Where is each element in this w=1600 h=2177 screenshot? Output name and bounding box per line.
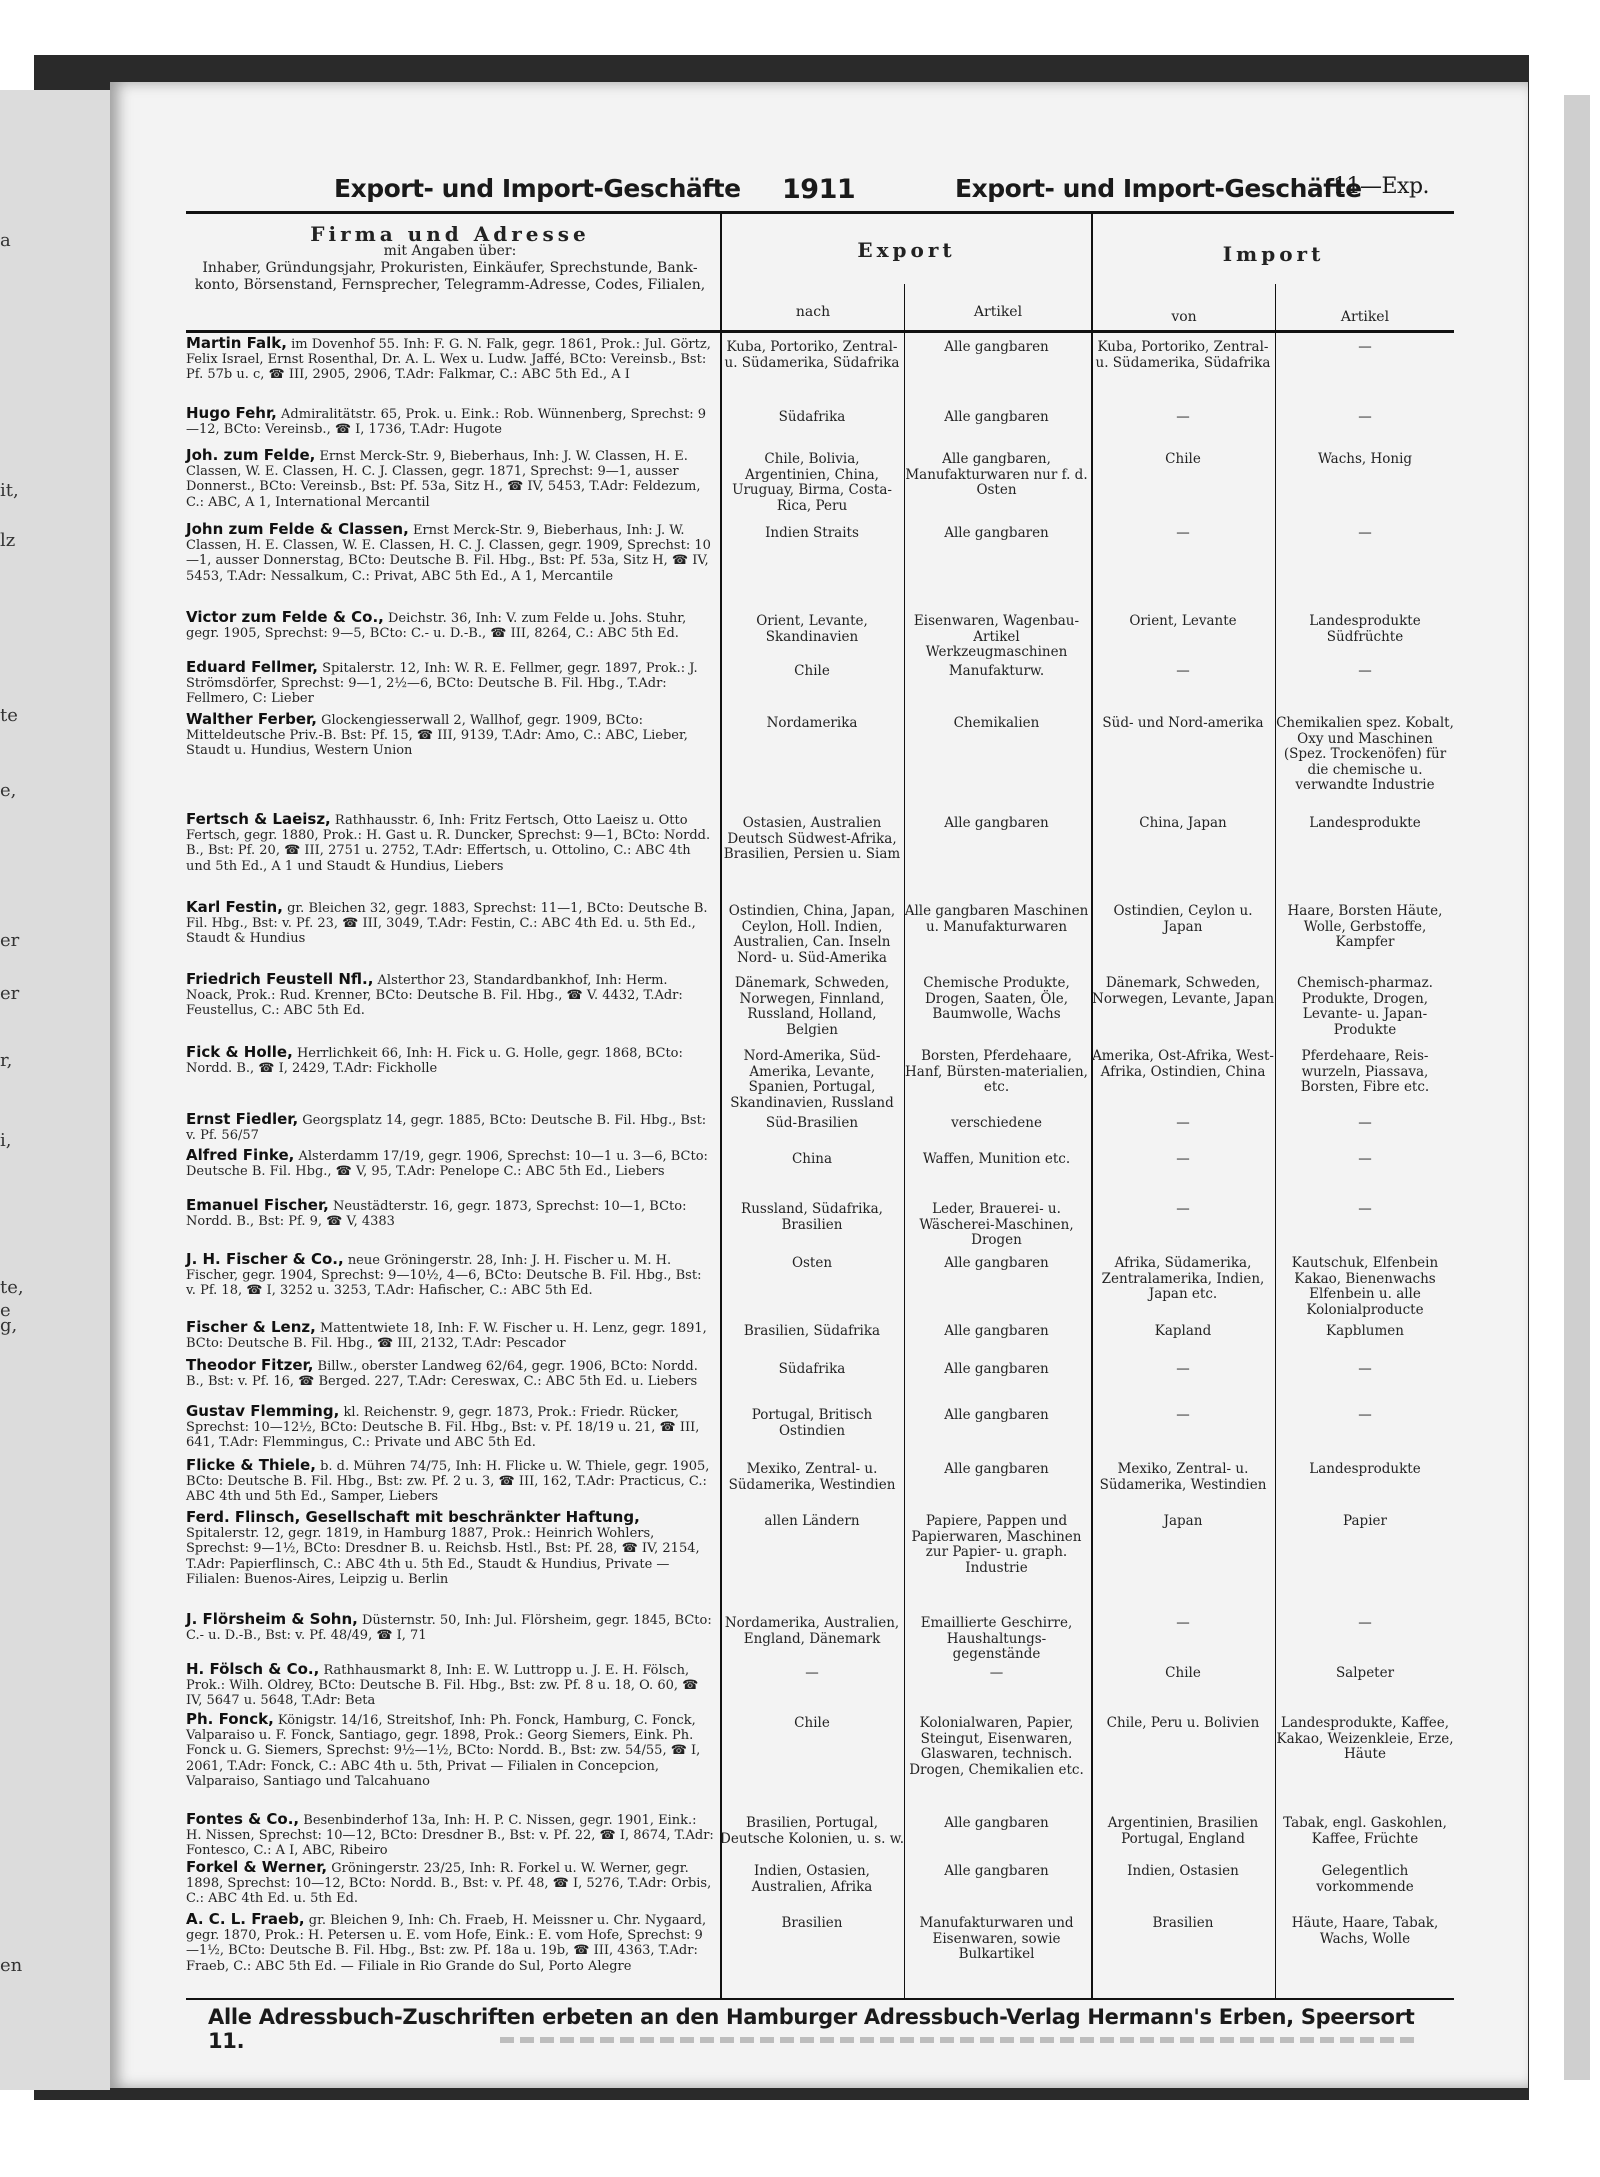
firm-entry	[186, 1320, 714, 1351]
import-origin: —	[1176, 1115, 1190, 1131]
export-articles: Alle gangbaren	[944, 1255, 1049, 1271]
export-articles: Alle gangbaren Maschinen u. Manufakturwaren	[904, 903, 1089, 935]
import-origin: —	[1176, 525, 1190, 541]
export-destination: Nordamerika, Australien, England, Dänemark	[724, 1615, 900, 1647]
prev-page-text: te,	[0, 1277, 24, 1298]
firm-name: Fontes & Co.,	[186, 1810, 300, 1828]
import-articles: Chemikalien spez. Kobalt, Oxy und Maschinen (Spez. Trockenöfen) für die chemische u. verwandte Industrie	[1276, 715, 1454, 793]
firm-details: Rathhausstr. 6, Inh: Fritz Fertsch, Otto Laeisz u. Otto Fertsch, gegr. 1880, Prok.: H. Gast u. R. Duncker, Sprechst: 9—1, BCto: Nordd. B., Bst: Pf. 20, ☎ III, 2751 u. 2752, T.Adr: Effertsch, u. Ottolino, C.: ABC 4th und 5th Ed., A 1 und Staudt & Hundius, Liebers	[186, 813, 711, 874]
import-articles: Kapblumen	[1326, 1323, 1404, 1339]
export-destination: Russland, Südafrika, Brasilien	[741, 1201, 883, 1233]
export-destination: Chile	[794, 1715, 830, 1731]
export-articles: Manufakturwaren und Eisenwaren, sowie Bulkartikel	[919, 1915, 1074, 1962]
firm-name: Ferd. Flinsch, Gesellschaft mit beschränkter Haftung,	[186, 1508, 640, 1526]
prev-page-text: i,	[0, 1130, 12, 1151]
export-destination: Südafrika	[778, 1361, 846, 1377]
export-destination: Chile, Bolivia, Argentinien, China, Uruguay, Birma, Costa-Rica, Peru	[732, 451, 892, 514]
export-articles: Kolonialwaren, Papier, Steingut, Eisenwaren, Glaswaren, technisch. Drogen, Chemikalien etc.	[909, 1715, 1084, 1778]
import-origin: Argentinien, Brasilien Portugal, England	[1107, 1815, 1259, 1847]
export-articles: Alle gangbaren	[944, 1361, 1049, 1377]
firm-name: Fischer & Lenz,	[186, 1318, 316, 1336]
firm-name: Ph. Fonck,	[186, 1710, 274, 1728]
import-origin: Kapland	[1154, 1323, 1212, 1339]
import-origin: —	[1176, 663, 1190, 679]
header-bottom-rule	[186, 330, 1454, 333]
import-articles: Häute, Haare, Tabak, Wachs, Wolle	[1291, 1915, 1439, 1947]
export-destination: Indien Straits	[765, 525, 859, 541]
import-articles: Landesprodukte Südfrüchte	[1309, 613, 1421, 645]
firm-name: Forkel & Werner,	[186, 1858, 328, 1876]
firm-name: Alfred Finke,	[186, 1146, 295, 1164]
prev-page-text: er	[0, 930, 20, 951]
export-column-title: Export	[857, 238, 956, 262]
firm-entry	[186, 972, 714, 1019]
export-destination: China	[791, 1151, 833, 1167]
firm-details: kl. Reichenstr. 9, gegr. 1873, Prok.: Friedr. Rücker, Sprechst: 10—12½, BCto: Deutsche B. Fil. Hbg., Bst: v. Pf. 18/19 u. 21, ☎ III, 641, T.Adr: Flemmingus, C.: Private und ABC 5th Ed.	[186, 1405, 700, 1451]
firm-details: Admiralitätstr. 65, Prok. u. Eink.: Rob. Wünnenberg, Sprechst: 9—12, BCto: Vereinsb., ☎ I, 1736, T.Adr: Hugote	[186, 407, 707, 438]
firm-name: Ernst Fiedler,	[186, 1110, 299, 1128]
import-articles: Pferdehaare, Reis-wurzeln, Piassava, Borsten, Fibre etc.	[1300, 1048, 1430, 1095]
page-reference: 11—Exp.	[1333, 174, 1430, 199]
firm-entry	[186, 812, 714, 874]
import-articles: —	[1358, 339, 1372, 355]
import-origin: Orient, Levante	[1129, 613, 1237, 629]
export-destination: Osten	[791, 1255, 833, 1271]
firm-details: Mattentwiete 18, Inh: F. W. Fischer u. H. Lenz, gegr. 1891, BCto: Deutsche B. Fil. Hbg., ☎ III, 2132, T.Adr: Pescador	[186, 1321, 707, 1352]
export-destination: Nordamerika	[766, 715, 858, 731]
export-articles: Alle gangbaren	[944, 1461, 1049, 1477]
firm-column-subtitle: konto, Börsenstand, Fernsprecher, Telegramm-Adresse, Codes, Filialen,	[194, 277, 706, 293]
export-articles: Alle gangbaren, Manufakturwaren nur f. d. Osten	[905, 451, 1088, 498]
firm-name: Fertsch & Laeisz,	[186, 810, 331, 828]
import-articles: Landesprodukte, Kaffee, Kakao, Weizenkleie, Erze, Häute	[1276, 1715, 1454, 1762]
import-articles: —	[1358, 1115, 1372, 1131]
prev-page-text: g,	[0, 1315, 18, 1336]
import-articles: —	[1358, 1361, 1372, 1377]
firm-name: Walther Ferber,	[186, 710, 317, 728]
export-articles: —	[989, 1665, 1004, 1681]
import-articles: Wachs, Honig	[1317, 451, 1413, 467]
prev-page-text: e	[0, 1300, 11, 1321]
export-destination: Portugal, Britisch Ostindien	[751, 1407, 873, 1439]
import-articles: —	[1358, 1201, 1372, 1217]
table-bottom-rule	[186, 1998, 1454, 2000]
import-from-header: von	[1171, 309, 1197, 325]
firm-entry	[186, 1912, 714, 1974]
import-origin: Kuba, Portoriko, Zentral- u. Südamerika, Südafrika	[1095, 339, 1271, 371]
import-origin: Süd- und Nord-amerika	[1102, 715, 1264, 731]
firm-name: J. Flörsheim & Sohn,	[186, 1610, 358, 1628]
import-origin: Japan	[1163, 1513, 1203, 1529]
firm-details: Deichstr. 36, Inh: V. zum Felde u. Johs. Stuhr, gegr. 1905, Sprechst: 9—5, BCto: C.- u. D.-B., ☎ III, 8264, C.: ABC 5th Ed.	[186, 611, 687, 642]
firm-name: Flicke & Thiele,	[186, 1456, 316, 1474]
export-destination: Ostindien, China, Japan, Ceylon, Holl. Indien, Australien, Can. Inseln Nord- u. Süd-Amerika	[728, 903, 896, 966]
firm-details: Herrlichkeit 66, Inh: H. Fick u. G. Holle, gegr. 1868, BCto: Nordd. B., ☎ I, 2429, T.Adr: Fickholle	[186, 1046, 683, 1077]
export-articles: Alle gangbaren	[944, 1323, 1049, 1339]
firm-entry	[186, 1404, 714, 1451]
export-destination: Nord-Amerika, Süd-Amerika, Levante, Spanien, Portugal, Skandinavien, Russland	[730, 1048, 894, 1111]
import-origin: —	[1176, 1407, 1190, 1423]
firm-name: Victor zum Felde & Co.,	[186, 608, 384, 626]
export-destination: Ostasien, Australien Deutsch Südwest-Afrika, Brasilien, Persien u. Siam	[723, 815, 901, 862]
firm-details: Spitalerstr. 12, Inh: W. R. E. Fellmer, gegr. 1897, Prok.: J. Strömsdörfer, Sprechst: 9—1, 2½—6, BCto: Deutsche B. Fil. Hbg., T.Adr: Fellmero, C: Lieber	[186, 661, 698, 707]
export-destination: Brasilien, Südafrika	[743, 1323, 881, 1339]
export-articles: Borsten, Pferdehaare, Hanf, Bürsten-materialien, etc.	[905, 1048, 1088, 1095]
firm-details: Ernst Merck-Str. 9, Bieberhaus, Inh: J. W. Classen, H. E. Classen, W. E. Classen, H. C. J. Classen, gegr. 1871, Sprechst: 9—1, ausser Donnerst., BCto: Vereinsb., Bst: Pf. 53a, Sitz H., ☎ IV, 5453, T.Adr: Feldezum, C.: ABC, A 1, International Mercantil	[186, 449, 701, 510]
firm-details: gr. Bleichen 32, gegr. 1883, Sprechst: 11—1, BCto: Deutsche B. Fil. Hbg., Bst: v. Pf. 23, ☎ III, 3049, T.Adr: Festin, C.: ABC 4th Ed. u. 5th Ed., Staudt & Hundius	[186, 901, 708, 947]
import-origin: China, Japan	[1139, 815, 1227, 831]
firm-entry	[186, 610, 714, 641]
firm-name: A. C. L. Fraeb,	[186, 1910, 305, 1928]
firm-details: Georgsplatz 14, gegr. 1885, BCto: Deutsche B. Fil. Hbg., Bst: v. Pf. 56/57	[186, 1113, 707, 1144]
prev-page-text: te	[0, 705, 18, 726]
import-origin: —	[1176, 1615, 1190, 1631]
firm-entry	[186, 448, 714, 510]
export-destination: Dänemark, Schweden, Norwegen, Finnland, Russland, Holland, Belgien	[734, 975, 890, 1038]
firm-details: Rathhausmarkt 8, Inh: E. W. Luttropp u. J. E. H. Fölsch, Prok.: Wilh. Oldrey, BCto: Deutsche B. Fil. Hbg., Bst: zw. Pf. 8 u. 18, O. 60, ☎ IV, 5647 u. 5648, T.Adr: Beta	[186, 1663, 699, 1709]
running-header-right: Export- und Import-Geschäfte	[955, 174, 1362, 203]
firm-entry	[186, 1812, 714, 1859]
firm-details: Alsterdamm 17/19, gegr. 1906, Sprechst: 10—1 u. 3—6, BCto: Deutsche B. Fil. Hbg., ☎ V, 95, T.Adr: Penelope C.: ABC 5th Ed., Liebers	[186, 1149, 708, 1180]
firm-name: H. Fölsch & Co.,	[186, 1660, 320, 1678]
export-articles-header: Artikel	[973, 304, 1023, 320]
firm-details: gr. Bleichen 9, Inh: Ch. Fraeb, H. Meissner u. Chr. Nygaard, gegr. 1870, Prok.: H. Petersen u. E. vom Hofe, Eink.: E. vom Hofe, Sprechst: 9—1½, BCto: Deutsche B. Fil. Hbg., Bst: zw. Pf. 18a u. 19b, ☎ III, 4363, T.Adr: Fraeb, C.: ABC 5th Ed. — Filiale in Rio Grande do Sul, Porto Alegre	[186, 1913, 707, 1974]
firm-entry	[186, 900, 714, 947]
import-articles: —	[1358, 1407, 1372, 1423]
export-articles: Alle gangbaren	[944, 339, 1049, 355]
firm-entry	[186, 1612, 714, 1643]
import-origin: Ostindien, Ceylon u. Japan	[1113, 903, 1253, 935]
import-articles: —	[1358, 1151, 1372, 1167]
firm-entry	[186, 1510, 714, 1587]
firm-entry	[186, 660, 714, 707]
import-origin: Brasilien	[1152, 1915, 1214, 1931]
export-articles: Eisenwaren, Wagenbau-Artikel Werkzeugmaschinen	[913, 613, 1080, 660]
prev-page-text: r,	[0, 1050, 13, 1071]
firm-details: Königstr. 14/16, Streitshof, Inh: Ph. Fonck, Hamburg, C. Fonck, Valparaiso u. F. Fonck, Santiago, gegr. 1898, Prok.: Georg Siemers, Eink. Ph. Fonck u. G. Siemers, Sprechst: 9½—1½, BCto: Nordd. B., Bst: zw. 54/55, ☎ I, 2061, T.Adr: Fonck, C.: ABC 4th u. 5th, Privat — Filialen in Concepcion, Valparaiso, Santiago und Talcahuano	[186, 1713, 701, 1789]
import-origin: Chile, Peru u. Bolivien	[1106, 1715, 1260, 1731]
export-destination: Indien, Ostasien, Australien, Afrika	[751, 1863, 873, 1895]
firm-entry	[186, 1712, 714, 1789]
bleed-through-text	[500, 2037, 1420, 2043]
firm-name: Karl Festin,	[186, 898, 283, 916]
import-articles: Tabak, engl. Gaskohlen, Kaffee, Früchte	[1283, 1815, 1447, 1847]
firm-name: Theodor Fitzer,	[186, 1356, 314, 1374]
import-articles: —	[1358, 663, 1372, 679]
export-articles: Alle gangbaren	[944, 1863, 1049, 1879]
import-origin: —	[1176, 1201, 1190, 1217]
prev-page-text: en	[0, 1955, 23, 1976]
export-articles: Alle gangbaren	[944, 525, 1049, 541]
export-destination: Chile	[794, 663, 830, 679]
table-top-rule	[186, 211, 1454, 214]
firm-entry	[186, 1112, 714, 1143]
firm-column-header	[186, 222, 714, 294]
firm-name: Hugo Fehr,	[186, 404, 277, 422]
export-articles: Waffen, Munition etc.	[922, 1151, 1071, 1167]
import-origin: —	[1176, 1361, 1190, 1377]
export-destination: Mexiko, Zentral- u. Südamerika, Westindien	[728, 1461, 896, 1493]
export-destination: Brasilien, Portugal, Deutsche Kolonien, u. s. w.	[720, 1815, 905, 1847]
firm-details: Besenbinderhof 13a, Inh: H. P. C. Nissen, gegr. 1901, Eink.: H. Nissen, Sprechst: 10—12, BCto: Dresdner B., Bst: v. Pf. 22, ☎ I, 8674, T.Adr: Fontesco, C.: A I, ABC, Ribeiro	[186, 1813, 714, 1859]
export-articles: Papiere, Pappen und Papierwaren, Maschinen zur Papier- u. graph. Industrie	[911, 1513, 1082, 1576]
import-origin: Dänemark, Schweden, Norwegen, Levante, Japan	[1092, 975, 1275, 1007]
import-articles: —	[1358, 1615, 1372, 1631]
export-destination: Kuba, Portoriko, Zentral- u. Südamerika, Südafrika	[724, 339, 900, 371]
firm-name: Fick & Holle,	[186, 1043, 293, 1061]
import-articles: Salpeter	[1335, 1665, 1395, 1681]
firm-details: Spitalerstr. 12, gegr. 1819, in Hamburg 1887, Prok.: Heinrich Wohlers, Sprechst: 9—1½, BCto: Dresdner B. u. Reichsb. Hstl., Bst: Pf. 28, ☎ IV, 2154, T.Adr: Papierflinsch, C.: ABC 4th u. 5th Ed., Staudt & Hundius, Private — Filialen: Buenos-Aires, Leipzig u. Berlin	[186, 1526, 700, 1587]
firm-details: Ernst Merck-Str. 9, Bieberhaus, Inh: J. W. Classen, H. E. Classen, W. E. Classen, H. C. J. Classen, gegr. 1909, Sprechst: 10—1, ausser Donnerstag, BCto: Deutsche B. Fil. Hbg., Bst: Pf. 53a, Sitz H, ☎ IV, 5453, T.Adr: Nessalkum, C.: Privat, ABC 5th Ed., A 1, Mercantile	[186, 523, 711, 584]
import-column-title: Import	[1222, 242, 1325, 266]
export-articles: verschiedene	[951, 1115, 1042, 1131]
firm-details: neue Gröningerstr. 28, Inh: J. H. Fischer u. M. H. Fischer, gegr. 1904, Sprechst: 9—10½, 4—6, BCto: Deutsche B. Fil. Hbg., Bst: v. Pf. 18, ☎ I, 3252 u. 3253, T.Adr: Hafischer, C.: ABC 5th Ed.	[186, 1253, 702, 1299]
export-destination: Südafrika	[778, 409, 846, 425]
export-destination: Süd-Brasilien	[765, 1115, 859, 1131]
prev-page-text: er	[0, 983, 20, 1004]
import-origin: —	[1176, 1151, 1190, 1167]
firm-name: Joh. zum Felde,	[186, 446, 316, 464]
firm-name: Gustav Flemming,	[186, 1402, 340, 1420]
firm-entry	[186, 1358, 714, 1389]
import-origin: Indien, Ostasien	[1127, 1863, 1239, 1879]
export-articles: Emaillierte Geschirre, Haushaltungs-gegenstände	[920, 1615, 1073, 1662]
import-articles: —	[1358, 409, 1372, 425]
export-destination: Orient, Levante, Skandinavien	[756, 613, 868, 645]
publisher-footer: Alle Adressbuch-Zuschriften erbeten an den Hamburger Adressbuch-Verlag Hermann's Erben, Speersort 11.	[208, 2005, 1415, 2053]
import-origin: Chile	[1165, 1665, 1201, 1681]
import-origin: Mexiko, Zentral- u. Südamerika, Westindien	[1099, 1461, 1267, 1493]
import-origin: —	[1176, 409, 1190, 425]
export-articles: Alle gangbaren	[944, 409, 1049, 425]
prev-page-text: it,	[0, 480, 19, 501]
import-articles: Landesprodukte	[1309, 1461, 1421, 1477]
firm-details: im Dovenhof 55. Inh: F. G. N. Falk, gegr. 1861, Prok.: Jul. Görtz, Felix Israel, Ernst Rosenthal, Dr. A. L. Wex u. Ludw. Jaffé, BCto: Vereinsb., Bst: Pf. 57b u. c, ☎ III, 2905, 2906, T.Adr: Falkmar, C.: ABC 5th Ed., A I	[186, 337, 711, 383]
export-articles: Leder, Brauerei- u. Wäscherei-Maschinen, Drogen	[919, 1201, 1074, 1248]
firm-entry	[186, 522, 714, 584]
firm-name: Martin Falk,	[186, 334, 287, 352]
firm-entry	[186, 406, 714, 437]
export-to-header: nach	[795, 304, 831, 320]
previous-page-fragment	[0, 90, 110, 2090]
firm-entry	[186, 1148, 714, 1179]
import-origin: Afrika, Südamerika, Zentralamerika, Indien, Japan etc.	[1101, 1255, 1265, 1302]
import-articles-header: Artikel	[1340, 309, 1390, 325]
firm-name: John zum Felde & Classen,	[186, 520, 409, 538]
firm-column-subtitle: mit Angaben über:	[383, 243, 517, 259]
firm-entry	[186, 1045, 714, 1076]
export-destination: allen Ländern	[764, 1513, 860, 1529]
import-articles: Gelegentlich vorkommende	[1316, 1863, 1414, 1895]
firm-name: Friedrich Feustell Nfl.,	[186, 970, 374, 988]
export-articles: Manufakturw.	[948, 663, 1045, 679]
firm-entry	[186, 1458, 714, 1505]
firm-details: Billw., oberster Landweg 62/64, gegr. 1906, BCto: Nordd. B., Bst: v. Pf. 16, ☎ Berged. 227, T.Adr: Cereswax, C.: ABC 5th Ed. u. Liebers	[186, 1359, 698, 1390]
page-edge	[1564, 95, 1590, 2080]
prev-page-text: a	[0, 230, 11, 251]
export-destination: Brasilien	[781, 1915, 843, 1931]
export-articles: Chemikalien	[953, 715, 1040, 731]
firm-column-subtitle: Inhaber, Gründungsjahr, Prokuristen, Einkäufer, Sprechstunde, Bank-	[202, 260, 698, 276]
firm-details: Neustädterstr. 16, gegr. 1873, Sprechst: 10—1, BCto: Nordd. B., Bst: Pf. 9, ☎ V, 4383	[186, 1199, 687, 1230]
import-articles: Haare, Borsten Häute, Wolle, Gerbstoffe, Kampfer	[1287, 903, 1443, 950]
firm-details: Glockengiesserwall 2, Wallhof, gegr. 1909, BCto: Mitteldeutsche Priv.-B. Bst: Pf. 15, ☎ III, 9139, T.Adr: Amo, C.: ABC, Lieber, Staudt u. Hundius, Western Union	[186, 713, 688, 759]
prev-page-text: e,	[0, 780, 17, 801]
firm-details: Gröningerstr. 23/25, Inh: R. Forkel u. W. Werner, gegr. 1898, Sprechst: 10—12, BCto: Nordd. B., Bst: v. Pf. 48, ☎ I, 5276, T.Adr: Orbis, C.: ABC 4th Ed. u. 5th Ed.	[186, 1861, 712, 1907]
export-articles: Alle gangbaren	[944, 1407, 1049, 1423]
running-header-year: 1911	[782, 174, 856, 205]
export-articles: Alle gangbaren	[944, 815, 1049, 831]
import-articles: Kautschuk, Elfenbein Kakao, Bienenwachs Elfenbein u. alle Kolonialproducte	[1291, 1255, 1439, 1318]
firm-name: J. H. Fischer & Co.,	[186, 1250, 344, 1268]
export-articles: Chemische Produkte, Drogen, Saaten, Öle, Baumwolle, Wachs	[923, 975, 1070, 1022]
export-destination: —	[805, 1665, 819, 1681]
firm-entry	[186, 1252, 714, 1299]
prev-page-text: lz	[0, 530, 16, 551]
firm-details: Alsterthor 23, Standardbankhof, Inh: Herm. Noack, Prok.: Rud. Krenner, BCto: Deutsche B. Fil. Hbg., ☎ V. 4432, T.Adr: Feustellus, C.: ABC 5th Ed.	[186, 973, 683, 1019]
firm-entry	[186, 1860, 714, 1907]
firm-entry	[186, 1198, 714, 1229]
export-articles: Alle gangbaren	[944, 1815, 1049, 1831]
firm-details: Düsternstr. 50, Inh: Jul. Flörsheim, gegr. 1845, BCto: C.- u. D.-B., Bst: v. Pf. 48/49, ☎ I, 71	[186, 1613, 712, 1644]
firm-column-title: Firma und Adresse	[310, 222, 590, 246]
firm-entry	[186, 336, 714, 383]
firm-name: Emanuel Fischer,	[186, 1196, 329, 1214]
import-articles: Landesprodukte	[1309, 815, 1421, 831]
import-articles: Papier	[1343, 1513, 1387, 1529]
firm-name: Eduard Fellmer,	[186, 658, 318, 676]
firm-details: b. d. Mühren 74/75, Inh: H. Flicke u. W. Thiele, gegr. 1905, BCto: Deutsche B. Fil. Hbg., Bst: zw. Pf. 2 u. 3, ☎ III, 162, T.Adr: Practicus, C.: ABC 4th und 5th Ed., Samper, Liebers	[186, 1459, 710, 1505]
import-origin: Chile	[1165, 451, 1201, 467]
import-origin: Amerika, Ost-Afrika, West-Afrika, Ostindien, China	[1092, 1048, 1274, 1080]
firm-entry	[186, 1662, 714, 1709]
firm-entry	[186, 712, 714, 759]
running-header-left: Export- und Import-Geschäfte	[334, 174, 741, 203]
import-articles: —	[1358, 525, 1372, 541]
import-articles: Chemisch-pharmaz. Produkte, Drogen, Levante- u. Japan-Produkte	[1297, 975, 1433, 1038]
